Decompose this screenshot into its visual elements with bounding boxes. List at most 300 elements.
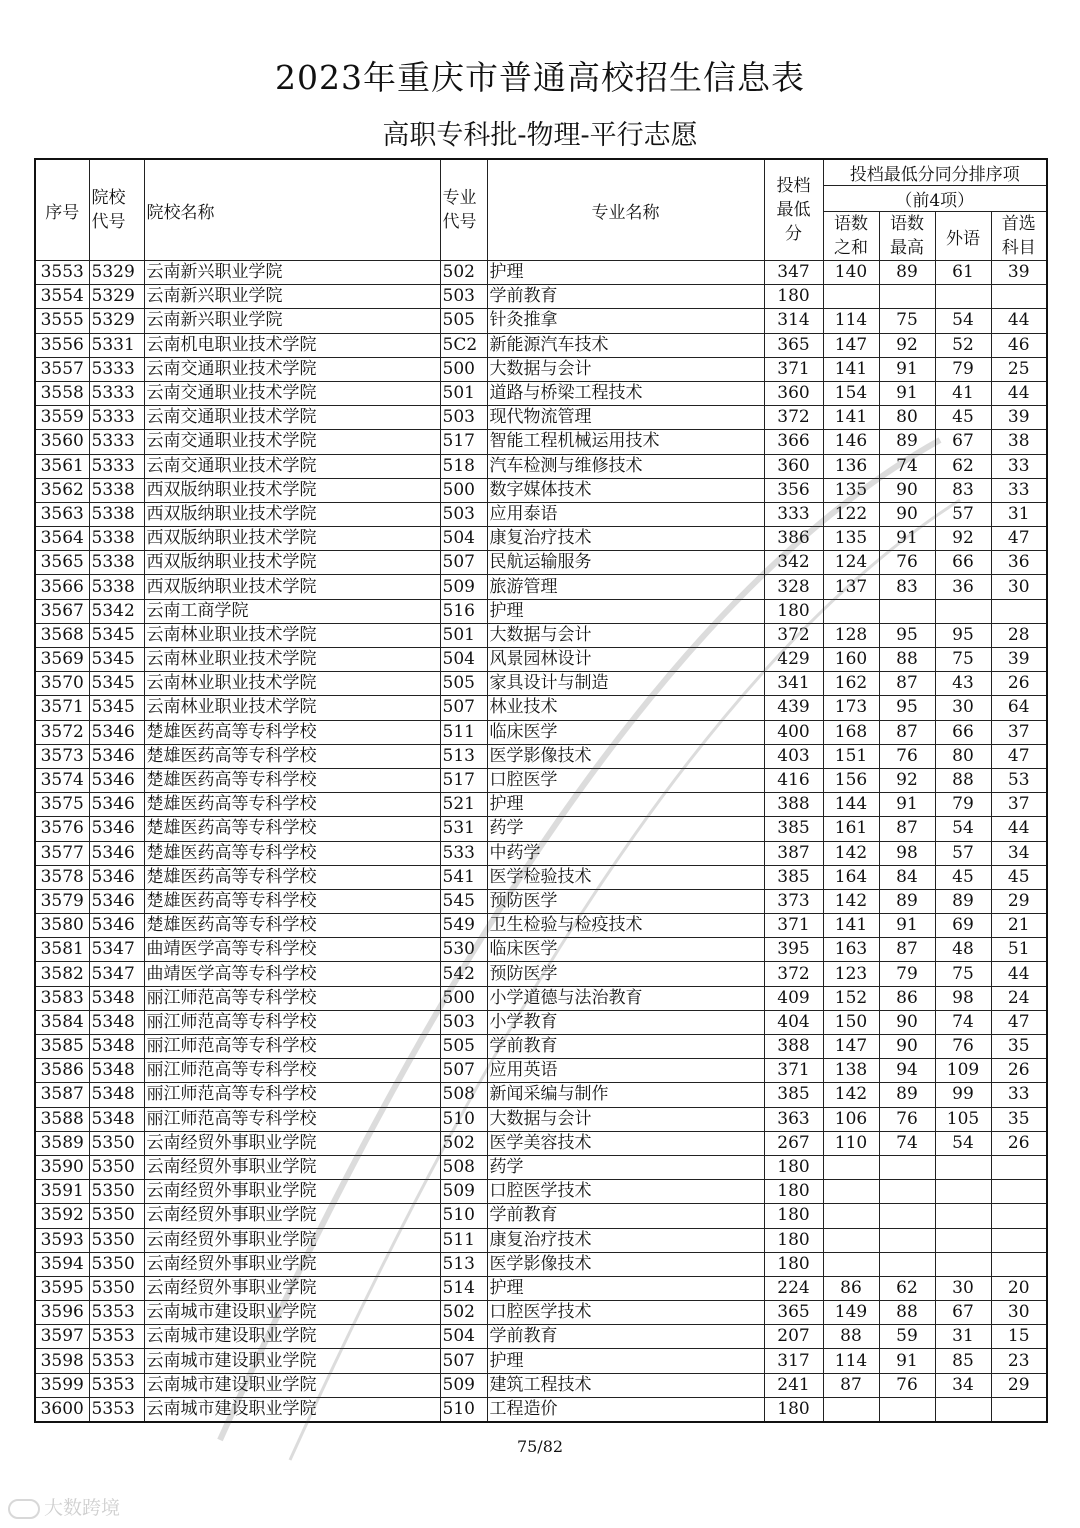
cell-major-name: 口腔医学 — [487, 768, 764, 792]
cell-seq: 3600 — [35, 1397, 89, 1422]
cell-waiyu: 92 — [935, 527, 991, 551]
header-yushu-sum-text: 语数之和 — [834, 214, 868, 258]
header-min-score — [764, 159, 823, 261]
header-major-name: 专业名称 — [487, 159, 764, 261]
cell-yushu-max: 87 — [879, 938, 935, 962]
cell-school-name: 云南林业职业技术学院 — [144, 623, 440, 647]
cell-major-code: 503 — [440, 406, 487, 430]
cell-major-name: 护理 — [487, 793, 764, 817]
cell-major-code: 505 — [440, 672, 487, 696]
cell-major-name: 小学教育 — [487, 1010, 764, 1034]
header-tiebreak-sub: （前4项） — [823, 186, 1047, 212]
header-school-code-text: 院校代号 — [91, 188, 126, 232]
cell-major-name: 中药学 — [487, 841, 764, 865]
cell-major-name: 家具设计与制造 — [487, 672, 764, 696]
cell-school-name: 云南新兴职业学院 — [144, 261, 440, 285]
cell-waiyu: 66 — [935, 720, 991, 744]
cell-school-code: 5345 — [89, 648, 144, 672]
cell-yushu-sum: 147 — [823, 333, 879, 357]
cell-shouxuan — [991, 1228, 1047, 1252]
cell-min-score: 372 — [764, 962, 823, 986]
cell-major-name: 学前教育 — [487, 1035, 764, 1059]
cell-waiyu — [935, 599, 991, 623]
cell-yushu-sum: 141 — [823, 357, 879, 381]
cell-yushu-max: 91 — [879, 793, 935, 817]
header-seq: 序号 — [35, 159, 89, 261]
cell-yushu-sum: 151 — [823, 744, 879, 768]
table-row — [35, 1155, 1047, 1179]
cell-waiyu: 43 — [935, 672, 991, 696]
cell-school-code: 5333 — [89, 454, 144, 478]
cell-waiyu — [935, 1252, 991, 1276]
cell-yushu-max: 76 — [879, 744, 935, 768]
table-row — [35, 938, 1047, 962]
table-row — [35, 1131, 1047, 1155]
header-waiyu: 外语 — [935, 212, 991, 261]
cell-school-name: 云南经贸外事职业学院 — [144, 1228, 440, 1252]
cell-waiyu — [935, 1397, 991, 1422]
table-row — [35, 1035, 1047, 1059]
table-row — [35, 744, 1047, 768]
cell-school-code: 5338 — [89, 527, 144, 551]
cell-school-code: 5345 — [89, 623, 144, 647]
cell-school-name: 云南经贸外事职业学院 — [144, 1276, 440, 1300]
cell-school-code: 5346 — [89, 914, 144, 938]
cell-min-score: 180 — [764, 1397, 823, 1422]
cell-yushu-sum: 154 — [823, 381, 879, 405]
table-row — [35, 575, 1047, 599]
cell-major-code: 510 — [440, 1397, 487, 1422]
cell-yushu-max: 87 — [879, 672, 935, 696]
cell-major-code: 545 — [440, 889, 487, 913]
table-row — [35, 406, 1047, 430]
cell-school-code: 5353 — [89, 1349, 144, 1373]
page-number: 75/82 — [516, 1437, 564, 1456]
cell-yushu-sum: 142 — [823, 1083, 879, 1107]
cell-waiyu — [935, 1204, 991, 1228]
cell-major-name: 现代物流管理 — [487, 406, 764, 430]
cell-seq: 3581 — [35, 938, 89, 962]
table-row — [35, 1204, 1047, 1228]
cell-school-code: 5346 — [89, 720, 144, 744]
cell-yushu-max: 75 — [879, 309, 935, 333]
cell-school-name: 西双版纳职业技术学院 — [144, 502, 440, 526]
cell-shouxuan: 26 — [991, 672, 1047, 696]
table-body — [35, 261, 1047, 1423]
header-school-code — [89, 159, 144, 261]
cell-major-code: 511 — [440, 1228, 487, 1252]
cell-school-name: 西双版纳职业技术学院 — [144, 478, 440, 502]
cell-seq: 3567 — [35, 599, 89, 623]
cell-seq: 3595 — [35, 1276, 89, 1300]
cell-school-name: 云南交通职业技术学院 — [144, 406, 440, 430]
cell-min-score: 224 — [764, 1276, 823, 1300]
cell-yushu-sum — [823, 1155, 879, 1179]
table-row — [35, 551, 1047, 575]
table-row — [35, 599, 1047, 623]
cell-shouxuan: 39 — [991, 261, 1047, 285]
cell-shouxuan: 34 — [991, 841, 1047, 865]
cell-seq: 3565 — [35, 551, 89, 575]
cell-yushu-max — [879, 1228, 935, 1252]
cell-min-score: 388 — [764, 1035, 823, 1059]
cell-school-code: 5347 — [89, 962, 144, 986]
cell-yushu-max — [879, 1252, 935, 1276]
cell-shouxuan: 39 — [991, 406, 1047, 430]
cell-yushu-sum: 141 — [823, 406, 879, 430]
cell-yushu-sum — [823, 285, 879, 309]
cell-school-name: 云南经贸外事职业学院 — [144, 1155, 440, 1179]
cell-yushu-max — [879, 1155, 935, 1179]
cell-waiyu: 54 — [935, 817, 991, 841]
cell-school-code: 5345 — [89, 696, 144, 720]
cell-school-name: 丽江师范高等专科学校 — [144, 1083, 440, 1107]
cell-yushu-max: 95 — [879, 696, 935, 720]
cell-major-name: 卫生检验与检疫技术 — [487, 914, 764, 938]
cell-min-score: 371 — [764, 1059, 823, 1083]
cell-seq: 3576 — [35, 817, 89, 841]
cell-yushu-sum — [823, 1397, 879, 1422]
cell-yushu-max: 94 — [879, 1059, 935, 1083]
weibo-icon — [8, 1499, 40, 1519]
cell-major-code: 500 — [440, 478, 487, 502]
cell-min-score: 365 — [764, 333, 823, 357]
cell-school-code: 5346 — [89, 841, 144, 865]
cell-major-name: 新能源汽车技术 — [487, 333, 764, 357]
cell-major-code: 508 — [440, 1083, 487, 1107]
cell-shouxuan — [991, 285, 1047, 309]
cell-school-name: 云南新兴职业学院 — [144, 285, 440, 309]
cell-yushu-max: 80 — [879, 406, 935, 430]
cell-school-name: 楚雄医药高等专科学校 — [144, 793, 440, 817]
cell-yushu-max — [879, 1397, 935, 1422]
cell-shouxuan: 44 — [991, 962, 1047, 986]
cell-school-name: 云南交通职业技术学院 — [144, 357, 440, 381]
cell-min-score: 386 — [764, 527, 823, 551]
cell-seq: 3553 — [35, 261, 89, 285]
cell-school-name: 西双版纳职业技术学院 — [144, 551, 440, 575]
cell-waiyu: 75 — [935, 962, 991, 986]
cell-yushu-sum: 114 — [823, 309, 879, 333]
cell-school-code: 5350 — [89, 1131, 144, 1155]
cell-major-name: 工程造价 — [487, 1397, 764, 1422]
cell-school-name: 云南林业职业技术学院 — [144, 696, 440, 720]
cell-shouxuan: 44 — [991, 381, 1047, 405]
cell-seq: 3587 — [35, 1083, 89, 1107]
cell-shouxuan — [991, 1252, 1047, 1276]
cell-yushu-sum: 161 — [823, 817, 879, 841]
cell-waiyu: 61 — [935, 261, 991, 285]
cell-min-score: 180 — [764, 1155, 823, 1179]
cell-waiyu: 75 — [935, 648, 991, 672]
cell-shouxuan: 23 — [991, 1349, 1047, 1373]
cell-school-code: 5346 — [89, 793, 144, 817]
cell-major-name: 护理 — [487, 261, 764, 285]
cell-waiyu: 52 — [935, 333, 991, 357]
cell-yushu-max: 92 — [879, 768, 935, 792]
cell-seq: 3573 — [35, 744, 89, 768]
table-row — [35, 1373, 1047, 1397]
cell-shouxuan: 33 — [991, 478, 1047, 502]
cell-seq: 3574 — [35, 768, 89, 792]
cell-waiyu — [935, 1155, 991, 1179]
cell-yushu-sum — [823, 1252, 879, 1276]
cell-waiyu: 79 — [935, 357, 991, 381]
cell-min-score: 328 — [764, 575, 823, 599]
cell-major-name: 应用英语 — [487, 1059, 764, 1083]
cell-yushu-sum — [823, 1204, 879, 1228]
cell-waiyu: 79 — [935, 793, 991, 817]
cell-yushu-sum: 140 — [823, 261, 879, 285]
cell-school-code: 5346 — [89, 865, 144, 889]
cell-school-code: 5345 — [89, 672, 144, 696]
cell-school-code: 5353 — [89, 1397, 144, 1422]
cell-seq: 3569 — [35, 648, 89, 672]
cell-shouxuan: 44 — [991, 309, 1047, 333]
table-row — [35, 865, 1047, 889]
cell-major-code: 549 — [440, 914, 487, 938]
cell-min-score: 180 — [764, 1180, 823, 1204]
cell-yushu-max: 92 — [879, 333, 935, 357]
cell-major-code: 504 — [440, 648, 487, 672]
cell-shouxuan: 36 — [991, 551, 1047, 575]
header-yushu-sum — [823, 212, 879, 261]
cell-shouxuan: 31 — [991, 502, 1047, 526]
cell-waiyu: 88 — [935, 768, 991, 792]
cell-shouxuan: 51 — [991, 938, 1047, 962]
cell-school-code: 5348 — [89, 1107, 144, 1131]
cell-shouxuan: 30 — [991, 1301, 1047, 1325]
cell-major-code: 530 — [440, 938, 487, 962]
cell-school-name: 云南林业职业技术学院 — [144, 648, 440, 672]
cell-school-name: 丽江师范高等专科学校 — [144, 1107, 440, 1131]
table-row — [35, 841, 1047, 865]
cell-major-name: 口腔医学技术 — [487, 1180, 764, 1204]
cell-seq: 3564 — [35, 527, 89, 551]
table-row — [35, 1301, 1047, 1325]
cell-shouxuan — [991, 599, 1047, 623]
cell-shouxuan: 26 — [991, 1059, 1047, 1083]
page-subtitle: 高职专科批-物理-平行志愿 — [382, 120, 698, 151]
cell-school-name: 云南经贸外事职业学院 — [144, 1180, 440, 1204]
cell-major-name: 数字媒体技术 — [487, 478, 764, 502]
table-row — [35, 261, 1047, 285]
cell-waiyu: 31 — [935, 1325, 991, 1349]
cell-school-name: 云南城市建设职业学院 — [144, 1349, 440, 1373]
cell-seq: 3577 — [35, 841, 89, 865]
cell-yushu-sum: 152 — [823, 986, 879, 1010]
cell-major-code: 503 — [440, 285, 487, 309]
cell-school-code: 5348 — [89, 986, 144, 1010]
cell-school-code: 5350 — [89, 1180, 144, 1204]
cell-yushu-max — [879, 1180, 935, 1204]
cell-major-name: 护理 — [487, 599, 764, 623]
cell-major-code: 517 — [440, 430, 487, 454]
cell-school-code: 5348 — [89, 1083, 144, 1107]
cell-waiyu: 67 — [935, 1301, 991, 1325]
cell-shouxuan — [991, 1180, 1047, 1204]
cell-major-code: 509 — [440, 1373, 487, 1397]
cell-waiyu: 48 — [935, 938, 991, 962]
cell-school-code: 5331 — [89, 333, 144, 357]
cell-school-code: 5329 — [89, 261, 144, 285]
cell-shouxuan: 24 — [991, 986, 1047, 1010]
header-shouxuan-text: 首选科目 — [1001, 214, 1036, 258]
cell-seq: 3580 — [35, 914, 89, 938]
cell-yushu-sum: 124 — [823, 551, 879, 575]
cell-shouxuan: 38 — [991, 430, 1047, 454]
cell-school-code: 5338 — [89, 478, 144, 502]
cell-school-name: 云南工商学院 — [144, 599, 440, 623]
cell-shouxuan: 29 — [991, 889, 1047, 913]
cell-min-score: 387 — [764, 841, 823, 865]
cell-shouxuan: 37 — [991, 793, 1047, 817]
cell-waiyu: 57 — [935, 841, 991, 865]
table-row — [35, 1325, 1047, 1349]
cell-shouxuan — [991, 1397, 1047, 1422]
cell-shouxuan: 28 — [991, 623, 1047, 647]
header-tiebreak-group: 投档最低分同分排序项 — [823, 159, 1047, 186]
cell-min-score: 385 — [764, 865, 823, 889]
cell-seq: 3555 — [35, 309, 89, 333]
cell-waiyu: 57 — [935, 502, 991, 526]
cell-seq: 3561 — [35, 454, 89, 478]
cell-waiyu: 98 — [935, 986, 991, 1010]
cell-school-code: 5350 — [89, 1276, 144, 1300]
cell-shouxuan: 35 — [991, 1107, 1047, 1131]
cell-shouxuan: 35 — [991, 1035, 1047, 1059]
cell-yushu-max: 89 — [879, 261, 935, 285]
cell-school-name: 丽江师范高等专科学校 — [144, 1010, 440, 1034]
cell-seq: 3590 — [35, 1155, 89, 1179]
table-row — [35, 1276, 1047, 1300]
cell-seq: 3599 — [35, 1373, 89, 1397]
cell-yushu-max: 89 — [879, 889, 935, 913]
cell-major-code: 5C2 — [440, 333, 487, 357]
cell-yushu-max: 76 — [879, 1373, 935, 1397]
cell-yushu-sum: 128 — [823, 623, 879, 647]
cell-min-score: 180 — [764, 285, 823, 309]
cell-major-name: 医学影像技术 — [487, 1252, 764, 1276]
cell-seq: 3570 — [35, 672, 89, 696]
cell-major-code: 507 — [440, 1349, 487, 1373]
cell-major-code: 517 — [440, 768, 487, 792]
cell-shouxuan — [991, 1204, 1047, 1228]
cell-school-code: 5350 — [89, 1155, 144, 1179]
cell-school-code: 5346 — [89, 889, 144, 913]
cell-yushu-max: 89 — [879, 430, 935, 454]
cell-yushu-sum: 146 — [823, 430, 879, 454]
table-row — [35, 1228, 1047, 1252]
table-row — [35, 454, 1047, 478]
cell-waiyu: 30 — [935, 1276, 991, 1300]
cell-seq: 3579 — [35, 889, 89, 913]
cell-major-code: 509 — [440, 1180, 487, 1204]
cell-shouxuan: 15 — [991, 1325, 1047, 1349]
cell-min-score: 180 — [764, 1228, 823, 1252]
cell-yushu-sum: 156 — [823, 768, 879, 792]
cell-school-name: 云南城市建设职业学院 — [144, 1373, 440, 1397]
cell-major-code: 541 — [440, 865, 487, 889]
cell-yushu-sum: 150 — [823, 1010, 879, 1034]
cell-major-name: 学前教育 — [487, 285, 764, 309]
table-row — [35, 1083, 1047, 1107]
cell-major-name: 医学美容技术 — [487, 1131, 764, 1155]
table-row — [35, 817, 1047, 841]
cell-waiyu: 36 — [935, 575, 991, 599]
header-major-code — [440, 159, 487, 261]
cell-waiyu: 54 — [935, 309, 991, 333]
cell-yushu-sum: 144 — [823, 793, 879, 817]
cell-seq: 3571 — [35, 696, 89, 720]
cell-school-code: 5329 — [89, 309, 144, 333]
cell-school-code: 5348 — [89, 1059, 144, 1083]
cell-shouxuan: 39 — [991, 648, 1047, 672]
cell-yushu-sum: 168 — [823, 720, 879, 744]
cell-waiyu: 109 — [935, 1059, 991, 1083]
cell-min-score: 439 — [764, 696, 823, 720]
cell-seq: 3566 — [35, 575, 89, 599]
cell-major-code: 518 — [440, 454, 487, 478]
cell-major-name: 医学检验技术 — [487, 865, 764, 889]
cell-school-code: 5338 — [89, 575, 144, 599]
cell-yushu-max: 91 — [879, 357, 935, 381]
cell-school-code: 5350 — [89, 1228, 144, 1252]
cell-school-name: 云南城市建设职业学院 — [144, 1397, 440, 1422]
cell-yushu-max: 90 — [879, 502, 935, 526]
cell-major-name: 医学影像技术 — [487, 744, 764, 768]
cell-yushu-max: 90 — [879, 1010, 935, 1034]
cell-yushu-max: 83 — [879, 575, 935, 599]
cell-major-name: 新闻采编与制作 — [487, 1083, 764, 1107]
table-row — [35, 333, 1047, 357]
cell-shouxuan: 64 — [991, 696, 1047, 720]
cell-major-code: 503 — [440, 502, 487, 526]
cell-waiyu: 95 — [935, 623, 991, 647]
cell-school-name: 云南交通职业技术学院 — [144, 381, 440, 405]
table-row — [35, 1252, 1047, 1276]
cell-school-code: 5347 — [89, 938, 144, 962]
cell-school-code: 5333 — [89, 381, 144, 405]
cell-shouxuan: 46 — [991, 333, 1047, 357]
header-min-score-text: 投档最低分 — [776, 176, 811, 244]
cell-major-code: 503 — [440, 1010, 487, 1034]
cell-waiyu: 89 — [935, 889, 991, 913]
cell-school-code: 5346 — [89, 768, 144, 792]
cell-major-name: 风景园林设计 — [487, 648, 764, 672]
cell-major-name: 民航运输服务 — [487, 551, 764, 575]
cell-major-code: 513 — [440, 744, 487, 768]
cell-yushu-max: 87 — [879, 720, 935, 744]
cell-yushu-max: 89 — [879, 1083, 935, 1107]
cell-waiyu: 62 — [935, 454, 991, 478]
cell-school-name: 云南机电职业技术学院 — [144, 333, 440, 357]
cell-major-name: 预防医学 — [487, 962, 764, 986]
cell-waiyu: 54 — [935, 1131, 991, 1155]
cell-yushu-sum: 136 — [823, 454, 879, 478]
cell-min-score: 207 — [764, 1325, 823, 1349]
cell-waiyu: 69 — [935, 914, 991, 938]
cell-major-code: 508 — [440, 1155, 487, 1179]
cell-min-score: 317 — [764, 1349, 823, 1373]
cell-school-name: 云南交通职业技术学院 — [144, 430, 440, 454]
cell-yushu-sum: 164 — [823, 865, 879, 889]
cell-yushu-sum: 86 — [823, 1276, 879, 1300]
cell-seq: 3593 — [35, 1228, 89, 1252]
cell-yushu-sum: 160 — [823, 648, 879, 672]
cell-major-code: 510 — [440, 1204, 487, 1228]
cell-min-score: 365 — [764, 1301, 823, 1325]
